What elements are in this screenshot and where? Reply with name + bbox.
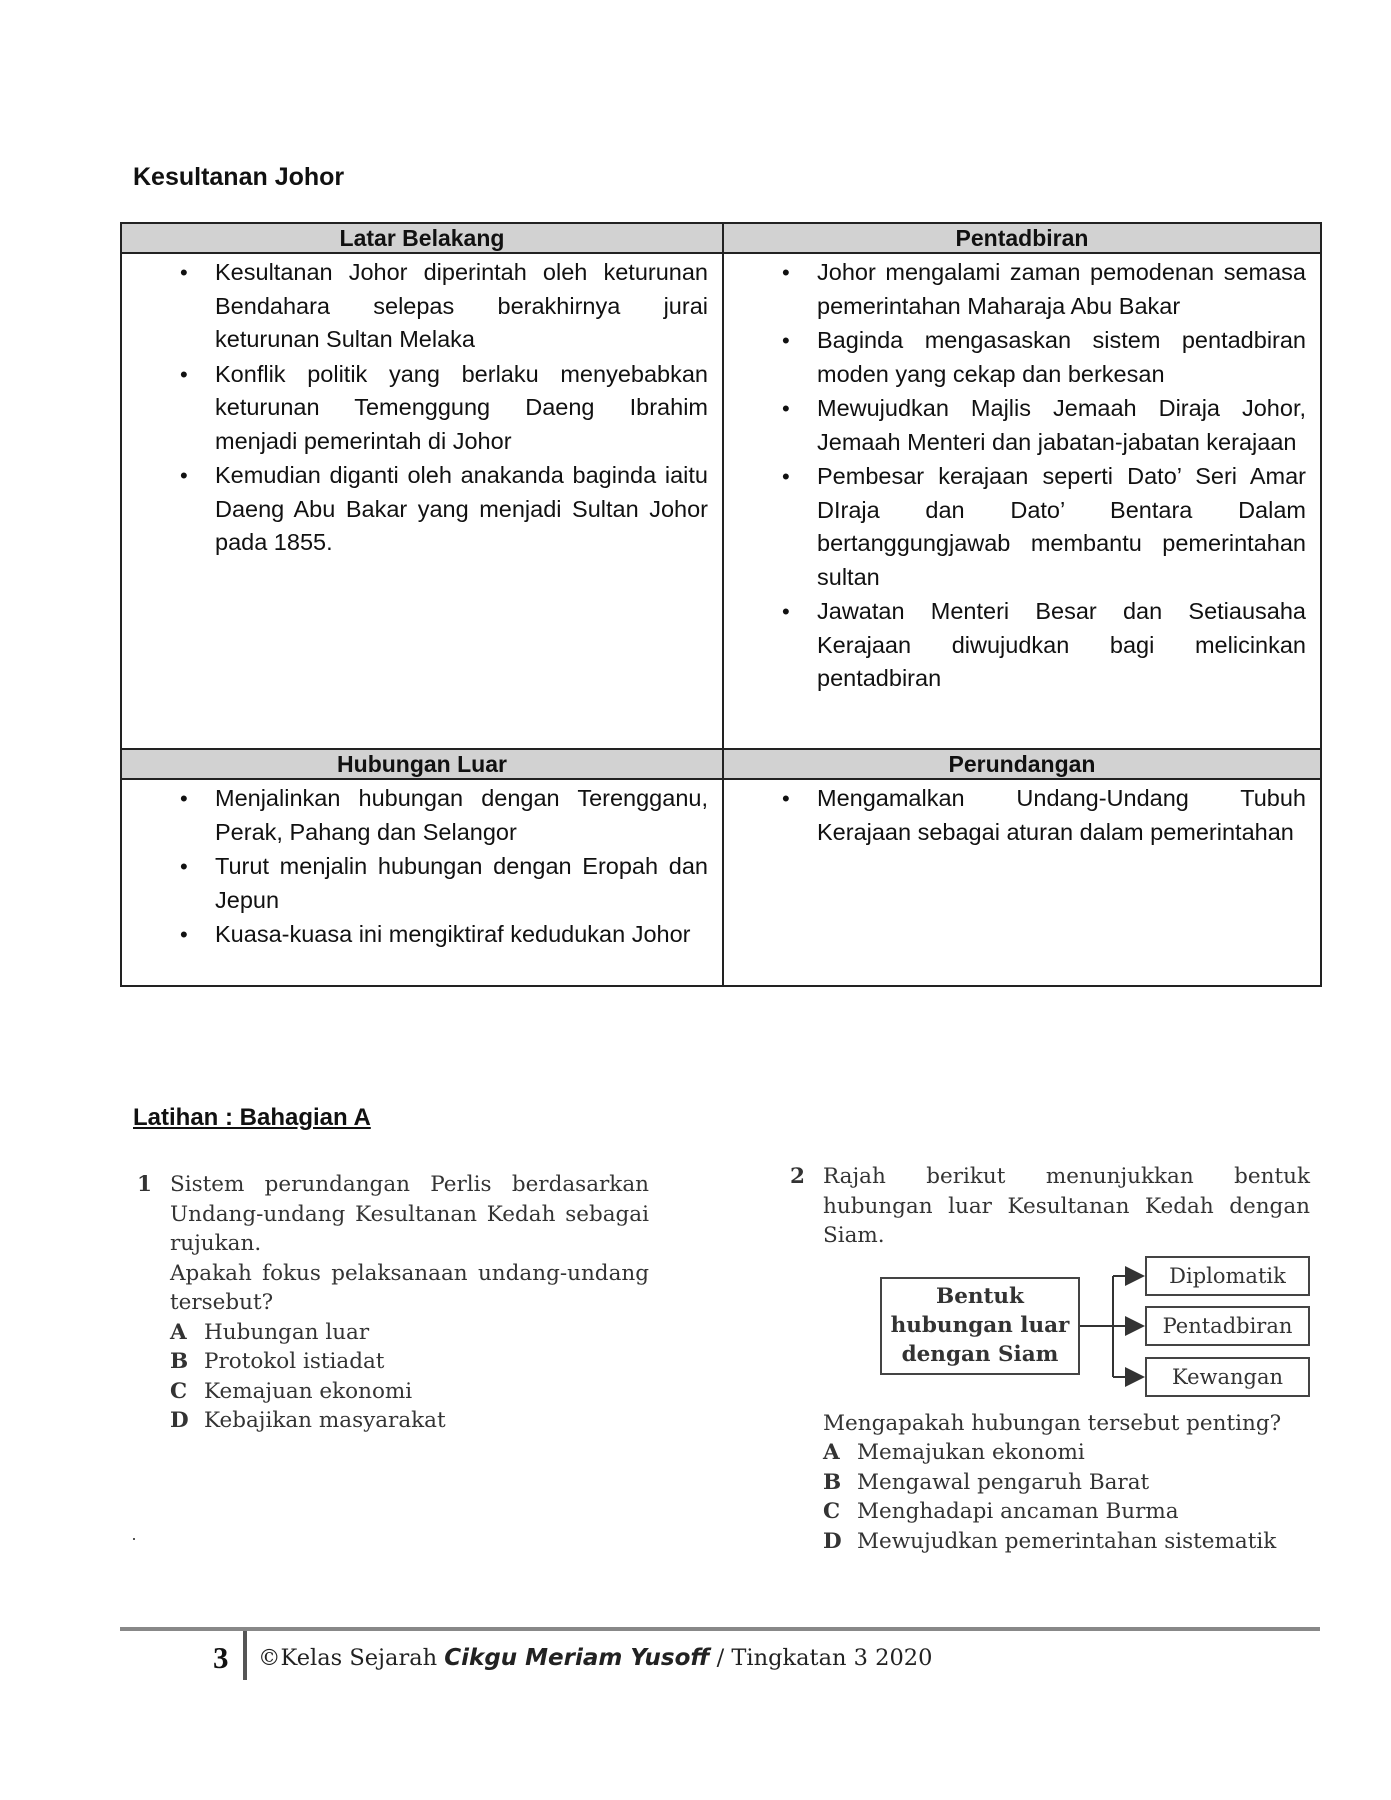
footer-credit bbox=[258, 1645, 932, 1671]
option-letter: C bbox=[823, 1499, 841, 1524]
header-latar-belakang: Latar Belakang bbox=[121, 223, 723, 253]
stray-mark bbox=[133, 1538, 135, 1540]
option-letter: C bbox=[170, 1378, 188, 1404]
diagram-box-diplomatik: Diplomatik bbox=[1145, 1256, 1310, 1296]
footer-divider bbox=[120, 1627, 1320, 1631]
cell-latar-belakang bbox=[121, 253, 723, 749]
option-b bbox=[823, 1468, 1310, 1498]
option-a bbox=[170, 1318, 649, 1348]
option-a bbox=[823, 1438, 1310, 1468]
list-item: • Kesultanan Johor diperintah oleh keturunan Bendahara selepas berakhirnya jurai keturunan Sultan Melaka bbox=[162, 256, 708, 357]
option-b bbox=[170, 1347, 649, 1377]
relationship-diagram bbox=[823, 1259, 1310, 1407]
option-text: Memajukan ekonomi bbox=[857, 1440, 1085, 1465]
cell-hubungan-luar bbox=[121, 779, 723, 986]
option-text: Hubungan luar bbox=[204, 1319, 370, 1345]
list-item: • Pembesar kerajaan seperti Dato’ Seri Amar DIraja dan Dato’ Bentara Dalam bertanggungjawab membantu pemerintahan sultan bbox=[764, 460, 1306, 594]
question-prompt: Mengapakah hubungan tersebut penting? bbox=[823, 1410, 1282, 1436]
list-item: • Johor mengalami zaman pemodenan semasa pemerintahan Maharaja Abu Bakar bbox=[764, 256, 1306, 323]
option-letter: B bbox=[823, 1469, 842, 1495]
option-c bbox=[823, 1497, 1310, 1527]
page-title: Kesultanan Johor bbox=[133, 163, 345, 191]
option-text: Protokol istiadat bbox=[204, 1349, 385, 1374]
question-stem: Rajah berikut menunjukkan bentuk hubungan luar Kesultanan Kedah dengan Siam. bbox=[823, 1164, 1310, 1248]
list-item: • Kuasa-kuasa ini mengiktiraf kedudukan Johor bbox=[162, 918, 708, 952]
list-item: • Mewujudkan Majlis Jemaah Diraja Johor, Jemaah Menteri dan jabatan-jabatan kerajaan bbox=[764, 392, 1306, 459]
option-text: Mewujudkan pemerintahan sistematik bbox=[857, 1528, 1277, 1554]
option-letter: D bbox=[823, 1528, 842, 1554]
diagram-box-kewangan: Kewangan bbox=[1145, 1357, 1310, 1397]
list-item: • Mengamalkan Undang-Undang Tubuh Kerajaan sebagai aturan dalam pemerintahan bbox=[764, 782, 1306, 849]
option-letter: B bbox=[170, 1349, 189, 1374]
question-2 bbox=[790, 1162, 1310, 1556]
header-hubungan-luar: Hubungan Luar bbox=[121, 749, 723, 779]
pentadbiran-list bbox=[724, 256, 1320, 696]
option-text: Kemajuan ekonomi bbox=[204, 1378, 413, 1404]
footer-author: Cikgu Meriam Yusoff bbox=[444, 1645, 710, 1671]
list-item: • Konflik politik yang berlaku menyebabkan keturunan Temenggung Daeng Ibrahim menjadi pemerintah di Johor bbox=[162, 358, 708, 459]
footer-separator bbox=[243, 1631, 247, 1680]
main-box-line: Bentuk bbox=[936, 1283, 1024, 1309]
perundangan-list bbox=[724, 782, 1320, 849]
header-perundangan: Perundangan bbox=[723, 749, 1321, 779]
question-number: 1 bbox=[137, 1172, 152, 1197]
cell-perundangan bbox=[723, 779, 1321, 986]
cell-pentadbiran bbox=[723, 253, 1321, 749]
diagram-box-pentadbiran: Pentadbiran bbox=[1145, 1306, 1310, 1346]
footer-prefix: ©Kelas Sejarah bbox=[258, 1645, 445, 1671]
footer-suffix: / Tingkatan 3 2020 bbox=[709, 1645, 933, 1671]
question-prompt: Apakah fokus pelaksanaan undang-undang tersebut? bbox=[170, 1260, 649, 1315]
option-letter: A bbox=[823, 1440, 840, 1465]
option-d bbox=[823, 1527, 1310, 1557]
list-item: • Turut menjalin hubungan dengan Eropah dan Jepun bbox=[162, 850, 708, 917]
question-1 bbox=[137, 1170, 649, 1436]
option-text: Kebajikan masyarakat bbox=[204, 1408, 446, 1433]
list-item: • Jawatan Menteri Besar dan Setiausaha Kerajaan diwujudkan bagi melicinkan pentadbiran bbox=[764, 595, 1306, 696]
header-pentadbiran: Pentadbiran bbox=[723, 223, 1321, 253]
list-item: • Baginda mengasaskan sistem pentadbiran moden yang cekap dan berkesan bbox=[764, 324, 1306, 391]
option-text: Mengawal pengaruh Barat bbox=[857, 1469, 1150, 1495]
question-stem: Sistem perundangan Perlis berdasarkan Undang-undang Kesultanan Kedah sebagai rujukan. bbox=[170, 1172, 649, 1256]
latar-belakang-list bbox=[122, 256, 722, 560]
option-c bbox=[170, 1377, 649, 1407]
diagram-main-box bbox=[880, 1277, 1080, 1375]
option-text: Menghadapi ancaman Burma bbox=[857, 1499, 1179, 1524]
hubungan-luar-list bbox=[122, 782, 722, 952]
question-number: 2 bbox=[790, 1164, 805, 1189]
exercise-title: Latihan : Bahagian A bbox=[133, 1104, 371, 1131]
info-table bbox=[120, 222, 1322, 987]
main-box-line: dengan Siam bbox=[901, 1341, 1059, 1367]
main-box-line: hubungan luar bbox=[890, 1312, 1070, 1338]
list-item: • Menjalinkan hubungan dengan Terengganu, Perak, Pahang dan Selangor bbox=[162, 782, 708, 849]
page-number: 3 bbox=[213, 1640, 229, 1675]
option-d bbox=[170, 1406, 649, 1436]
list-item: • Kemudian diganti oleh anakanda baginda iaitu Daeng Abu Bakar yang menjadi Sultan Johor pada 1855. bbox=[162, 459, 708, 560]
option-letter: A bbox=[170, 1319, 187, 1345]
option-letter: D bbox=[170, 1408, 189, 1433]
